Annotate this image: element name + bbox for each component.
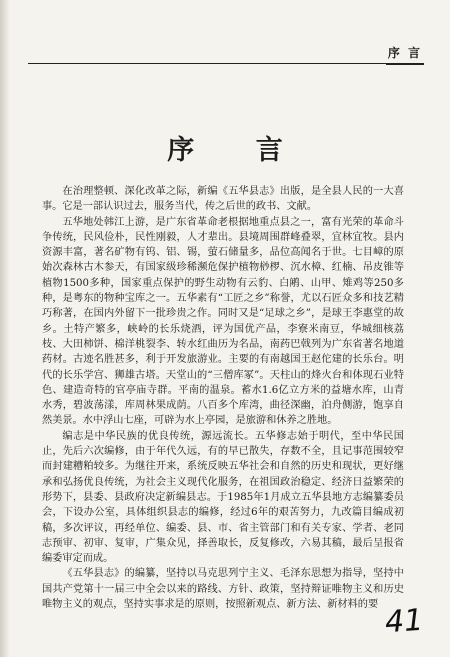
section-title: 序 言 [167, 135, 309, 166]
paragraph-2: 五华地处韩江上游，是广东省革命老根据地重点县之一，富有光荣的革命斗争传统，民风俭朴，民性刚毅，人才辈出。县境周围群峰叠翠，宜林宜牧。县内资源丰富，著名矿物有钨、铝、锡，萤石储量多，品位高闻名于世。七目嶂的原始次森林古木参天，有国家级珍稀濒危保护植物桫椤、沉水樟、红楠、吊皮锥等植物1500多种，国家重点保护的野生动物有云豹、白鹇、山甲、雉鸡等250多种，是粤东的物种宝库之一。五华素有“工匠之乡”称誉，尤以石匠众多和技艺精巧称著，在国内外留下一批珍贵之作。同时又是“足球之乡”，是球王李惠堂的故乡。土特产繁多，峡岭的长乐烧酒，评为国优产品，李寮米南豆，华城细核荔枝、大田柿饼、棉洋桃裂李、转水红曲历为名品，南药巴戟列为广东省著名地道药材。古迹名胜甚多，利于开发旅游业。主要的有南越国王赵佗建的长乐台。明代的长乐学宫、狮雄古塔。天堂山的“三僧库冢”。天柱山的烽火台和体现石业特色、建造奇特的官亭庙寺群。平南的温泉。蓄水1.6亿立方米的益塘水库，山青水秀，碧波荡漾，库周林果成荫。八百多个库湾，曲径深幽，泊舟侧游，饱享自然美景。水中浮山七座，可辟为水上亭园，是旅游和休养之胜地。 [42, 216, 404, 427]
handwritten-page-number: 41 [383, 602, 425, 641]
paragraph-1: 在治理整顿、深化改革之际，新编《五华县志》出版，是全县人民的一大喜事。它是一部认识过去，服务当代，传之后世的政书、文献。 [42, 186, 404, 213]
preface-body [42, 184, 404, 612]
page-edge-shadow [0, 0, 10, 657]
paragraph-3: 编志是中华民族的优良传统，源远流长。五华修志始于明代，至中华民国止，先后六次编修，由于年代久远，有的早已散失，存数不全，且记事范围较窄而封建糟粕较多。为继往开来，系统反映五华社会和自然的历史和现状，更好继承和弘扬优良传统，为社会主义现代化服务，在祖国政治稳定、经济日益繁荣的形势下，县委、县政府决定新编县志。于1985年1月成立五华县地方志编纂委员会，下设办公室，具体组织县志的编修，经过6年的艰苦努力，九改篇目编成初稿，多次评议，再经单位、编委、县、市、省主管部门和有关专家、学者、老同志预审、初审、复审，广集众见，择善取长，反复修改，六易其稿，最后呈报省编委审定而成。 [42, 430, 404, 565]
paragraph-4: 《五华县志》的编纂，坚持以马克思列宁主义、毛泽东思想为指导，坚持中国共产党第十一届三中全会以来的路线、方针、政策，坚持辩证唯物主义和历史唯物主义的观点，坚持实事求是的原则，按照新观点、新方法、新材料的要 [42, 568, 404, 611]
header-rule [28, 63, 422, 64]
running-header-tag: 序 言 [386, 44, 424, 65]
